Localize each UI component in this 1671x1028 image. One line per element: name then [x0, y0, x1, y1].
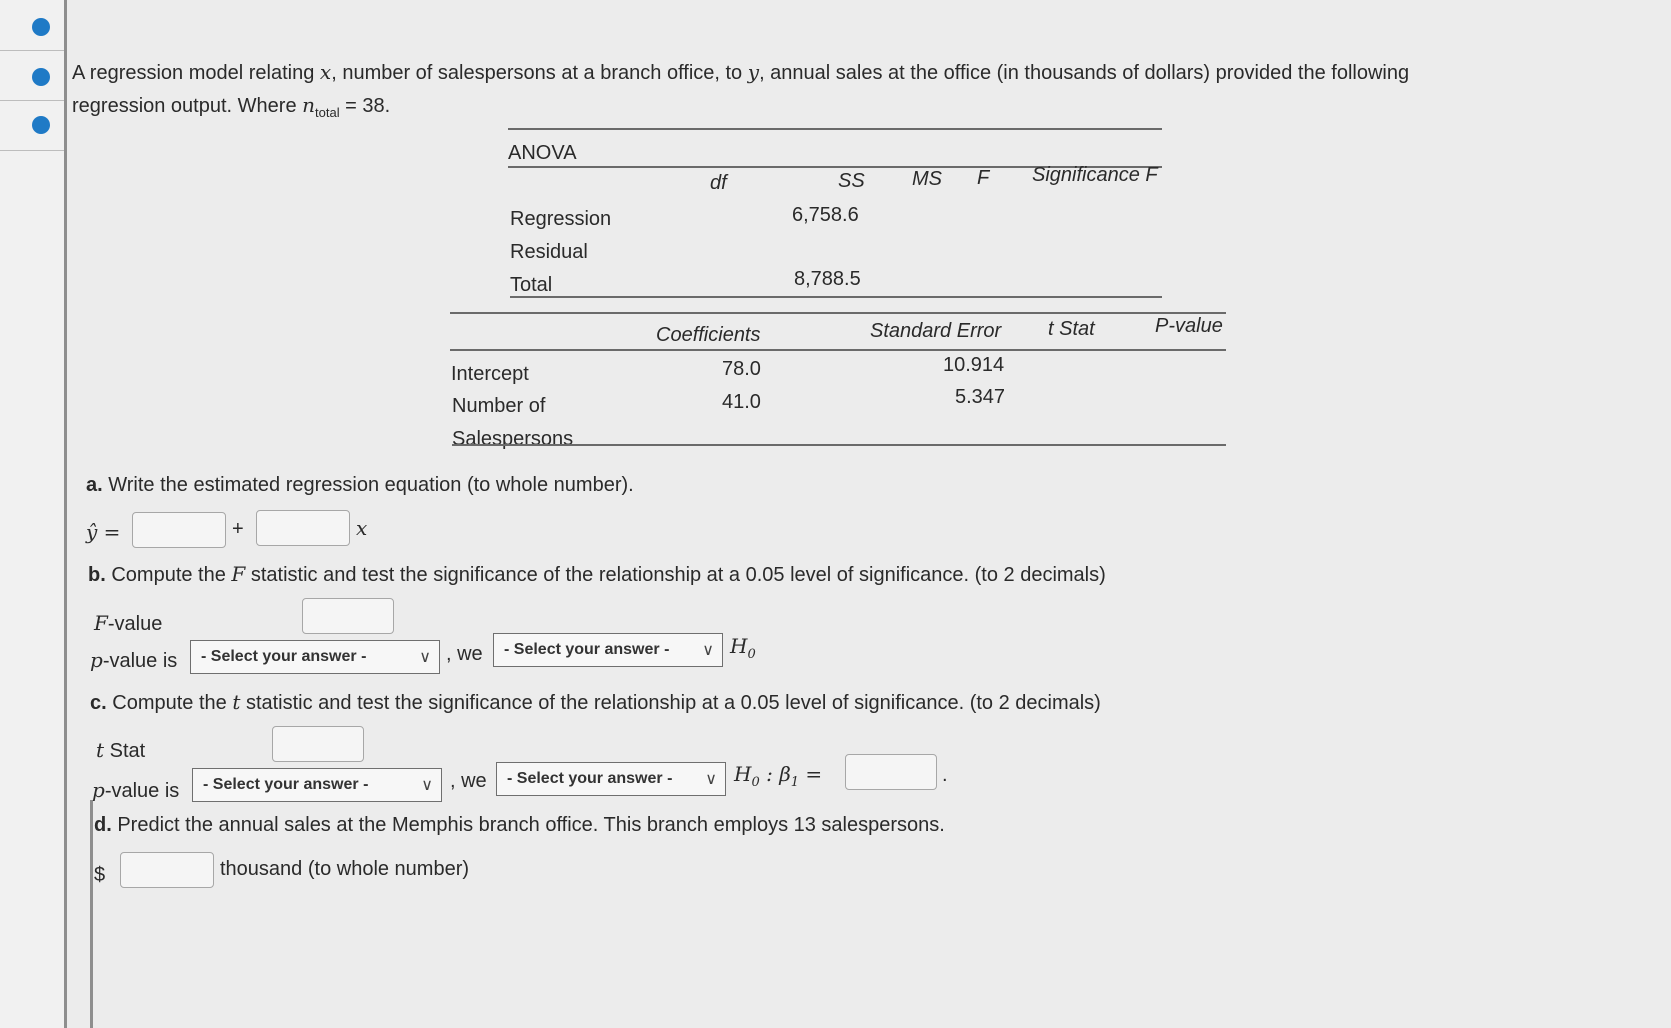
prediction-input[interactable] [120, 852, 214, 888]
coef-header-stderr: Standard Error [870, 320, 1002, 342]
anova-row-label: Regression [510, 208, 612, 230]
coef-stderr: 10.914 [943, 354, 1005, 376]
anova-header-sigf: Significance F [1032, 164, 1158, 186]
anova-ss-value: 8,788.5 [794, 268, 861, 290]
nav-dot-1[interactable] [32, 18, 50, 36]
question-nav [0, 0, 64, 1028]
anova-ss-value: 6,758.6 [792, 204, 859, 226]
nav-dot-3[interactable] [32, 116, 50, 134]
h0-label: $H_0$ [730, 634, 756, 662]
coef-bottom-rule [452, 444, 1226, 446]
coef-header-coefficients: Coefficients [656, 324, 761, 346]
f-value-input[interactable] [302, 598, 394, 634]
p-value-label: p-value is [90, 648, 178, 672]
nav-dot-2[interactable] [32, 68, 50, 86]
content-border-inner [90, 800, 93, 1028]
content-border [64, 0, 67, 1028]
beta-input[interactable] [845, 754, 937, 790]
anova-header-df: df [710, 172, 727, 194]
hypothesis-label: $H_0$ : $\beta_1$ = [734, 762, 823, 790]
part-b-prompt: b. Compute the F statistic and test the significance of the relationship at a 0.05 level of significance. (to 2 decimals) [88, 562, 1106, 586]
coef-stderr: 5.347 [955, 386, 1006, 408]
decision-select-c[interactable]: - Select your answer - ∨ [496, 762, 726, 796]
coef-row-label-cont: Salespersons [452, 428, 574, 450]
coef-header-tstat: t Stat [1048, 318, 1095, 340]
f-value-label: F-value [94, 611, 163, 635]
x-variable: x [356, 516, 368, 540]
p-value-select-c[interactable]: - Select your answer - ∨ [192, 768, 442, 802]
p-value-select[interactable]: - Select your answer - ∨ [190, 640, 440, 674]
part-d-prompt: d. Predict the annual sales at the Memphis branch office. This branch employs 13 salespersons. [94, 814, 945, 836]
dollar-sign: $ [94, 864, 106, 886]
part-c-prompt: c. Compute the t statistic and test the significance of the relationship at a 0.05 level of significance. (to 2 decimals) [90, 690, 1101, 714]
nav-divider [0, 100, 64, 101]
t-stat-input[interactable] [272, 726, 364, 762]
coef-row-label: Number of [452, 395, 546, 417]
anova-header-ss: SS [838, 170, 865, 192]
part-a-prompt: a. Write the estimated regression equation (to whole number). [86, 474, 634, 496]
coef-value: 41.0 [722, 391, 761, 413]
nav-divider [0, 150, 64, 151]
anova-row-label: Residual [510, 241, 588, 263]
t-stat-label: t Stat [96, 738, 146, 762]
anova-header-f: F [977, 167, 990, 189]
nav-divider [0, 50, 64, 51]
coef-value: 78.0 [722, 358, 761, 380]
plus-sign: + [232, 518, 244, 540]
prediction-suffix: thousand (to whole number) [220, 858, 470, 880]
p-value-label-c: p-value is [92, 778, 180, 802]
period: . [942, 764, 948, 786]
anova-header-ms: MS [912, 168, 942, 190]
coef-row-label: Intercept [451, 363, 529, 385]
yhat-label: ŷ = [86, 520, 121, 544]
anova-top-rule [508, 128, 1162, 130]
question-intro-line1: A regression model relating x, number of salespersons at a branch office, to y, annual sales at the office (in thousands of dollars) provided the following [72, 60, 1410, 84]
anova-title: ANOVA [508, 142, 577, 164]
coef-header-pvalue: P-value [1155, 315, 1223, 337]
coef-top-rule [450, 312, 1226, 314]
anova-bottom-rule [510, 296, 1162, 298]
question-intro-line2: regression output. Where $n_{total} = 38$. [72, 93, 391, 120]
coef-header-rule [450, 349, 1226, 351]
we-label: , we [446, 643, 483, 665]
anova-row-label: Total [510, 274, 553, 296]
we-label-c: , we [450, 770, 487, 792]
decision-select[interactable]: - Select your answer - ∨ [493, 633, 723, 667]
slope-input[interactable] [256, 510, 350, 546]
intercept-input[interactable] [132, 512, 226, 548]
